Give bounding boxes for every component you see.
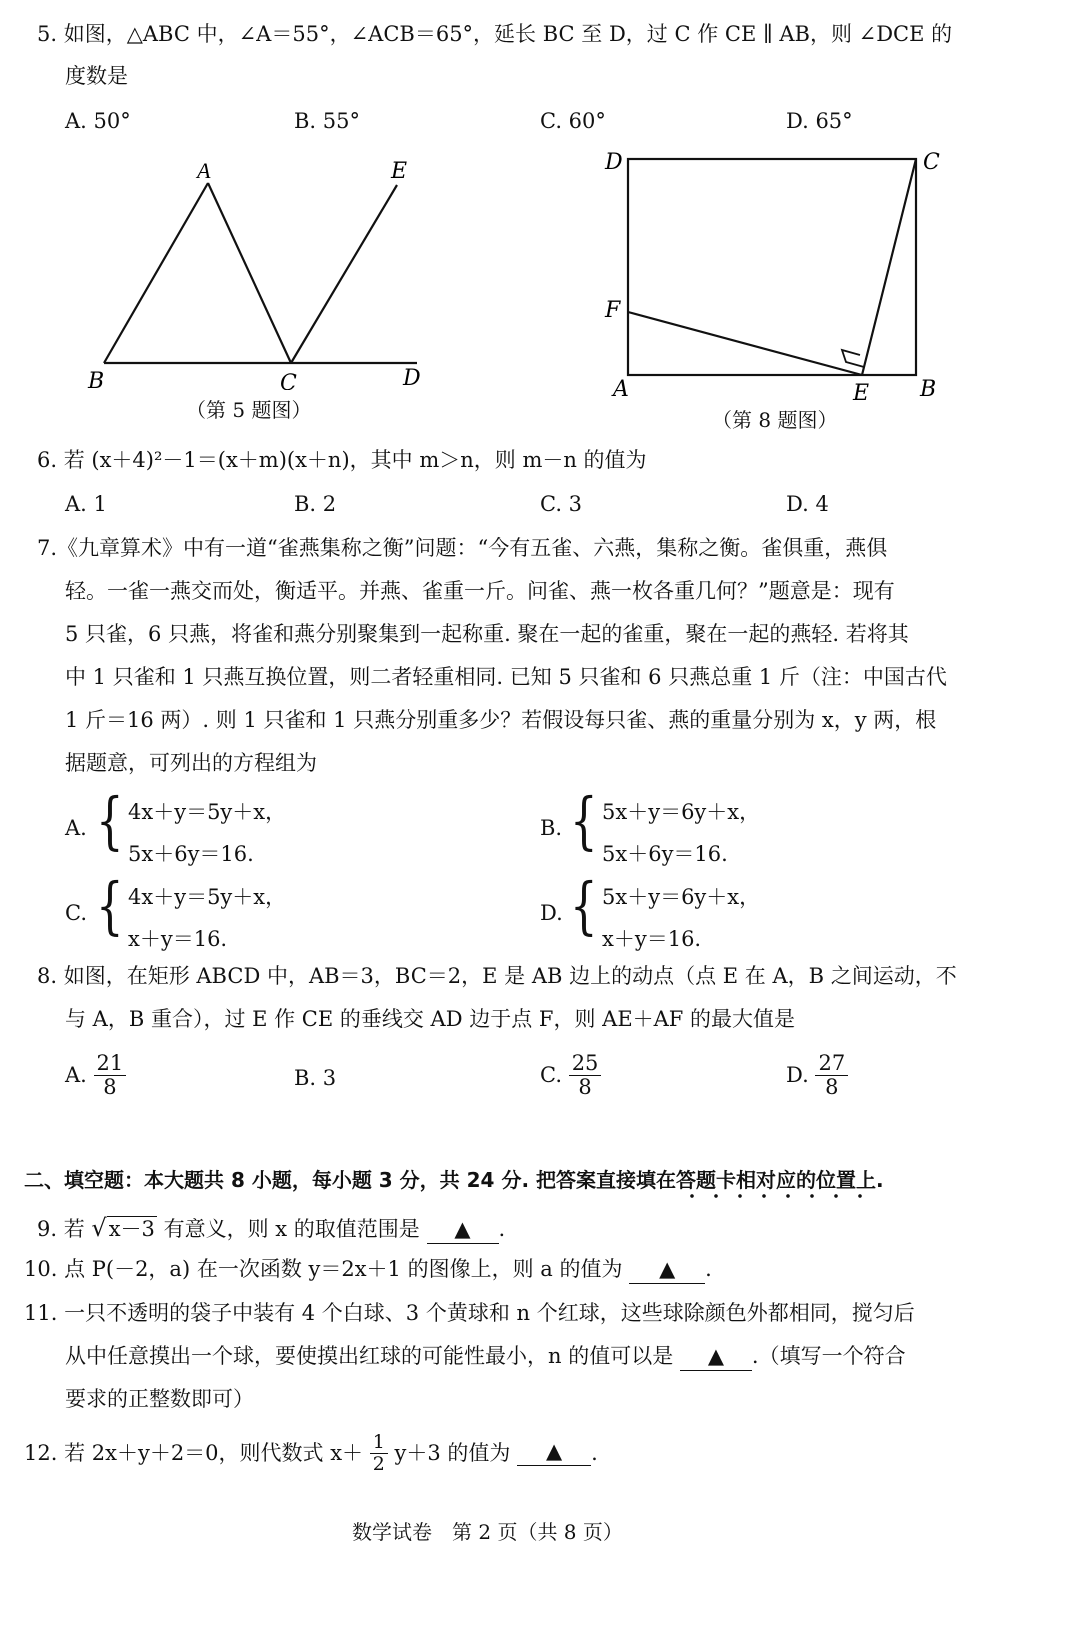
q7-option-d-eq1: 5x＋y＝6y＋x， <box>602 885 761 909</box>
q11-line1: 11. 一只不透明的袋子中装有 4 个白球、3 个黄球和 n 个红球，这些球除颜色外都相同，搅匀后 <box>24 1301 915 1325</box>
q8-figure-caption: （第 8 题图） <box>712 408 838 432</box>
q12-pre: 12. 若 2x＋y＋2＝0，则代数式 x＋ <box>24 1440 364 1465</box>
q8-line2: 与 A，B 重合），过 E 作 CE 的垂线交 AD 边于点 F，则 AE＋AF 的最大值是 <box>65 1007 796 1031</box>
q9-answer-blank[interactable]: ▲ <box>427 1219 499 1244</box>
fraction-numerator: 1 <box>370 1432 388 1454</box>
q5-figure-caption: （第 5 题图） <box>186 398 312 422</box>
fraction-denominator: 8 <box>578 1075 592 1100</box>
q7-option-a-eq1: 4x＋y＝5y＋x， <box>128 800 287 824</box>
q8-option-d <box>786 1052 848 1099</box>
q10-line <box>24 1259 712 1284</box>
q5-option-b: B. 55° <box>294 109 361 133</box>
q5-option-a: A. 50° <box>65 109 131 133</box>
q7-option-d-eq2: x＋y＝16. <box>602 927 702 951</box>
q5-line1: 5. 如图，△ABC 中，∠A＝55°，∠ACB＝65°，延长 BC 至 D，过 C 作 CE ∥ AB，则 ∠DCE 的 <box>37 22 953 46</box>
fraction-numerator: 25 <box>569 1052 602 1076</box>
q5-label-e: E <box>391 159 408 184</box>
brace-icon: { <box>570 784 598 857</box>
q8-label-a: A <box>613 377 629 402</box>
q8-option-a-fraction <box>94 1052 127 1099</box>
q8-label-c: C <box>923 150 940 175</box>
q6-line1: 6. 若 (x＋4)²－1＝(x＋m)(x＋n)，其中 m＞n，则 m－n 的值为 <box>37 448 647 472</box>
q10-answer-blank[interactable]: ▲ <box>629 1259 705 1284</box>
section2-title <box>24 1170 884 1190</box>
q7-option-c-label: C. <box>65 901 87 925</box>
q5-label-b: B <box>88 369 105 390</box>
section2-title-main: 二、填空题：本大题共 8 小题，每小题 3 分，共 24 分. 把答案直接填在 <box>24 1168 677 1192</box>
q7-option-b-eq2: 5x＋6y＝16. <box>602 842 728 866</box>
fraction-denominator: 8 <box>825 1075 839 1100</box>
q5-label-a: A <box>197 158 211 183</box>
q7-option-a-label: A. <box>65 816 87 840</box>
q12-fraction <box>370 1432 388 1475</box>
q8-option-b: B. 3 <box>294 1066 337 1090</box>
q8-option-c <box>540 1052 601 1099</box>
q9-end: . <box>498 1217 506 1241</box>
q9-post: 有意义，则 x 的取值范围是 <box>163 1217 420 1241</box>
q11-line2-post: .（填写一个符合 <box>751 1344 906 1368</box>
fraction-denominator: 2 <box>372 1452 385 1475</box>
q7-option-c-eq2: x＋y＝16. <box>128 927 228 951</box>
q5-option-d: D. 65° <box>786 109 853 133</box>
brace-icon: { <box>570 869 598 942</box>
q11-line3: 要求的正整数即可） <box>65 1387 254 1411</box>
q6-option-c: C. 3 <box>540 492 583 516</box>
brace-icon: { <box>96 784 124 857</box>
q7-line3: 5 只雀，6 只燕，将雀和燕分别聚集到一起称重. 聚在一起的雀重，聚在一起的燕轻. 若将其 <box>65 622 909 646</box>
q6-option-d: D. 4 <box>786 492 829 516</box>
fraction-numerator: 21 <box>94 1052 127 1076</box>
q5-option-c: C. 60° <box>540 109 606 133</box>
q7-option-b-label: B. <box>540 816 563 840</box>
q8-option-c-fraction <box>569 1052 602 1099</box>
brace-icon: { <box>96 869 124 942</box>
q11-line2 <box>65 1346 906 1371</box>
q12-end: . <box>591 1440 598 1465</box>
q8-label-b: B <box>920 377 937 402</box>
q11-line2-pre: 从中任意摸出一个球，要使摸出红球的可能性最小，n 的值可以是 <box>65 1344 674 1368</box>
q8-option-a <box>65 1052 126 1099</box>
q5-label-d: D <box>403 366 421 390</box>
q5-line2: 度数是 <box>65 64 128 88</box>
q5-label-c: C <box>280 371 297 390</box>
q9-radicand: x－3 <box>108 1217 155 1241</box>
q8-label-d: D <box>605 150 623 175</box>
fraction-denominator: 8 <box>103 1075 117 1100</box>
q6-option-a: A. 1 <box>65 492 107 516</box>
q8-option-c-label: C. <box>540 1063 562 1088</box>
q7-line1: 7.《九章算术》中有一道“雀燕集称之衡”问题：“今有五雀、六燕，集称之衡。雀俱重，燕俱 <box>37 536 888 560</box>
section2-title-emphasis: 答题卡相对应的位置上 <box>676 1168 877 1192</box>
q12-line <box>24 1432 598 1475</box>
q8-option-a-label: A. <box>65 1063 87 1088</box>
q8-label-e: E <box>853 381 870 406</box>
q10-end: . <box>705 1257 712 1281</box>
q12-post: y＋3 的值为 <box>394 1440 511 1465</box>
q7-option-b-eq1: 5x＋y＝6y＋x， <box>602 800 761 824</box>
q7-line5: 1 斤＝16 两）. 则 1 只雀和 1 只燕分别重多少？若假设每只雀、燕的重量分别为 x，y 两，根 <box>65 708 937 732</box>
q12-answer-blank[interactable]: ▲ <box>517 1441 591 1466</box>
q11-answer-blank[interactable]: ▲ <box>680 1346 752 1371</box>
q6-option-b: B. 2 <box>294 492 337 516</box>
fraction-numerator: 27 <box>815 1052 848 1076</box>
q7-line6: 据题意，可列出的方程组为 <box>65 751 317 775</box>
q7-option-a-eq2: 5x＋6y＝16. <box>128 842 254 866</box>
q8-option-d-fraction <box>815 1052 848 1099</box>
q8-line1: 8. 如图，在矩形 ABCD 中，AB＝3，BC＝2，E 是 AB 边上的动点（点 E 在 A，B 之间运动，不 <box>37 964 957 988</box>
q8-figure <box>600 145 960 407</box>
q8-label-f: F <box>605 298 621 323</box>
q5-figure <box>80 150 440 390</box>
q7-line4: 中 1 只雀和 1 只燕互换位置，则二者轻重相同. 已知 5 只雀和 6 只燕总重 1 斤（注：中国古代 <box>65 665 947 689</box>
q10-pre: 10. 点 P(－2，a) 在一次函数 y＝2x＋1 的图像上，则 a 的值为 <box>24 1257 623 1281</box>
page-footer: 数学试卷 第 2 页（共 8 页） <box>352 1520 623 1544</box>
q7-option-d-label: D. <box>540 901 563 925</box>
q9-pre: 9. 若 <box>37 1217 85 1241</box>
q8-option-d-label: D. <box>786 1063 809 1088</box>
q7-option-c-eq1: 4x＋y＝5y＋x， <box>128 885 287 909</box>
q9-line <box>37 1216 505 1244</box>
section2-title-end: . <box>876 1168 884 1192</box>
sqrt-icon: √ <box>91 1214 107 1242</box>
q7-line2: 轻。一雀一燕交而处，衡适平。并燕、雀重一斤。问雀、燕一枚各重几何？”题意是：现有 <box>65 579 895 603</box>
